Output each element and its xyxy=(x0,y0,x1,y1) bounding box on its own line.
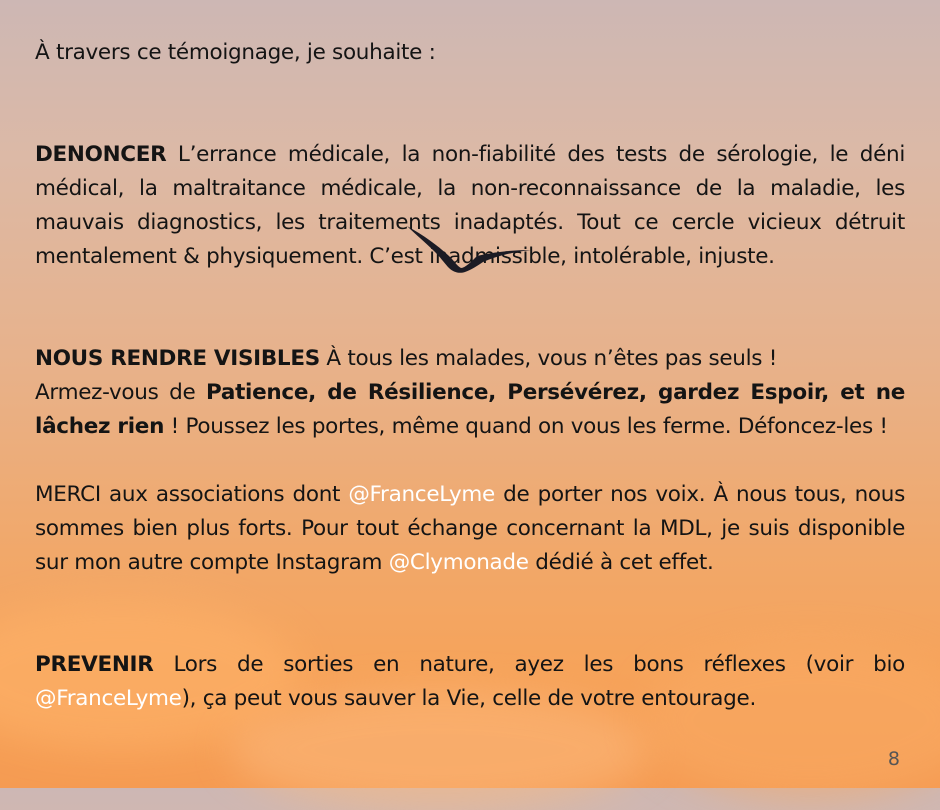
prevenir-text-end: ), ça peut vous sauver la Vie, celle de votre entourage. xyxy=(181,686,756,711)
armez-text: Armez-vous de xyxy=(35,380,206,405)
spacer xyxy=(35,274,905,342)
prevenir-text: Lors de sorties en nature, ayez les bons réflexes (voir bio xyxy=(153,652,905,677)
denoncer-text: L’errance médicale, la non-fiabilité des tests de sérologie, le déni médical, la maltraitance médicale, la non-reconnaissance de la maladie, les mauvais diagnostics, les traitements inadaptés. Tout ce cercle vicieux détruit mentalement & physiquement. C’est inadmissible, intolérable, injuste. xyxy=(35,142,905,269)
visibles-line xyxy=(35,342,905,376)
poussez-text: ! Poussez les portes, même quand on vous les ferme. Défoncez-les ! xyxy=(164,414,888,439)
merci-text: MERCI aux associations dont xyxy=(35,482,349,507)
merci-text-middle: de porter nos voix. À nous tous, nous sommes bien plus forts. Pour tout échange concernant la MDL, je suis disponible sur mon autre compte Instagram xyxy=(35,482,905,575)
spacer xyxy=(35,70,905,138)
page-number: 8 xyxy=(887,748,900,770)
merci-paragraph xyxy=(35,478,905,580)
denoncer-heading: DENONCER xyxy=(35,142,167,167)
armez-paragraph xyxy=(35,376,905,444)
francelyme-handle-link[interactable]: @FranceLyme xyxy=(35,686,182,711)
bird-silhouette-icon xyxy=(405,222,533,276)
visibles-heading: NOUS RENDRE VISIBLES xyxy=(35,346,320,371)
testimony-page xyxy=(35,36,905,716)
resilience-bold-text: Patience, de Résilience, Persévérez, gardez Espoir, et ne lâchez rien xyxy=(35,380,905,439)
francelyme-handle-link[interactable]: @FranceLyme xyxy=(348,482,495,507)
intro-line: À travers ce témoignage, je souhaite : xyxy=(35,40,436,65)
clymonade-handle-link[interactable]: @Clymonade xyxy=(388,550,529,575)
merci-text-end: dédié à cet effet. xyxy=(528,550,714,575)
prevenir-heading: PREVENIR xyxy=(35,652,154,677)
visibles-text: À tous les malades, vous n’êtes pas seuls ! xyxy=(319,346,778,371)
spacer xyxy=(35,444,905,478)
spacer xyxy=(35,580,905,648)
prevenir-paragraph xyxy=(35,648,905,716)
